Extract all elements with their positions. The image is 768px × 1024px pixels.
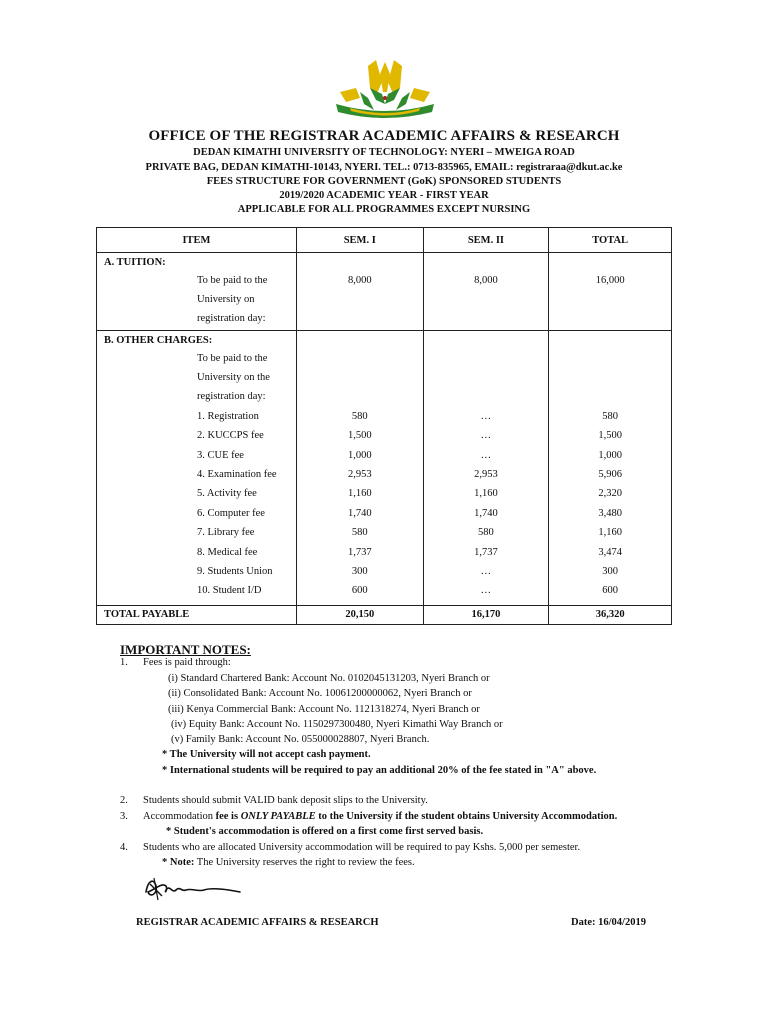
total-grand: 36,320 xyxy=(549,605,672,624)
other-charges-section-row xyxy=(97,331,672,351)
bank-account-line: (v) Family Bank: Account No. 055000028807, Nyeri Branch. xyxy=(171,734,430,745)
bank-account-line: (iii) Kenya Commercial Bank: Account No. 1121318274, Nyeri Branch or xyxy=(168,704,480,715)
bank-account-line: (i) Standard Chartered Bank: Account No. 0102045131203, Nyeri Branch or xyxy=(168,673,490,684)
table-row: 1. Registration 580 … 580 xyxy=(97,409,672,428)
note-4-text: Students who are allocated University accommodation will be required to pay Kshs. 5,000 per semester. xyxy=(143,842,581,853)
note-number: 4. xyxy=(120,842,128,853)
note-number: 3. xyxy=(120,811,128,822)
table-row: 10. Student I/D 600 … 600 xyxy=(97,583,672,605)
important-notes-heading: IMPORTANT NOTES: xyxy=(120,642,251,657)
signature-icon xyxy=(140,872,245,906)
other-desc: To be paid to the xyxy=(97,351,297,370)
tuition-sem2: 8,000 xyxy=(423,273,549,292)
table-row: 7. Library fee 580 580 1,160 xyxy=(97,525,672,544)
table-row: University on xyxy=(97,292,672,311)
tuition-title: A. TUITION: xyxy=(97,253,297,273)
note-1-text: Fees is paid through: xyxy=(143,657,231,668)
other-charges-title: B. OTHER CHARGES: xyxy=(97,331,297,351)
table-row: 5. Activity fee 1,160 1,160 2,320 xyxy=(97,486,672,505)
table-row: 6. Computer fee 1,740 1,740 3,480 xyxy=(97,506,672,525)
applicability-heading: APPLICABLE FOR ALL PROGRAMMES EXCEPT NURSING xyxy=(237,204,531,215)
fees-structure-heading: FEES STRUCTURE FOR GOVERNMENT (GoK) SPONSORED STUDENTS xyxy=(206,176,562,187)
table-header-row xyxy=(97,228,672,253)
tuition-section-row xyxy=(97,253,672,273)
university-logo-icon xyxy=(330,58,440,118)
header-item: ITEM xyxy=(97,228,297,253)
fees-table xyxy=(96,227,672,625)
total-payable-row xyxy=(97,605,672,624)
accommodation-notice: * Student's accommodation is offered on a first come first served basis. xyxy=(166,826,484,837)
note-2-text: Students should submit VALID bank deposit slips to the University. xyxy=(143,795,428,806)
tuition-total: 16,000 xyxy=(549,273,672,292)
header-total: TOTAL xyxy=(549,228,672,253)
total-sem2: 16,170 xyxy=(423,605,549,624)
contact-line: PRIVATE BAG, DEDAN KIMATHI-10143, NYERI. TEL.: 0713-835965, EMAIL: registraraa@dkut.ac.ke xyxy=(145,162,623,173)
other-desc: University on the xyxy=(97,370,297,389)
note-number: 1. xyxy=(120,657,128,668)
no-cash-notice: * The University will not accept cash payment. xyxy=(162,749,371,760)
bank-account-line: (ii) Consolidated Bank: Account No. 10061200000062, Nyeri Branch or xyxy=(168,688,472,699)
review-fees-note: * Note: The University reserves the right to review the fees. xyxy=(162,857,415,868)
table-row: 2. KUCCPS fee 1,500 … 1,500 xyxy=(97,428,672,447)
international-students-notice: * International students will be required to pay an additional 20% of the fee stated in "A" above. xyxy=(162,765,597,776)
table-row: To be paid to the 8,000 8,000 16,000 xyxy=(97,273,672,292)
table-row: 4. Examination fee 2,953 2,953 5,906 xyxy=(97,467,672,486)
header-sem1: SEM. I xyxy=(296,228,423,253)
table-row: registration day: xyxy=(97,311,672,330)
table-row: 3. CUE fee 1,000 … 1,000 xyxy=(97,448,672,467)
table-row: 9. Students Union 300 … 300 xyxy=(97,564,672,583)
tuition-sem1: 8,000 xyxy=(296,273,423,292)
note-number: 2. xyxy=(120,795,128,806)
total-label: TOTAL PAYABLE xyxy=(97,605,297,624)
total-sem1: 20,150 xyxy=(296,605,423,624)
other-desc: registration day: xyxy=(97,389,297,408)
signatory-title: REGISTRAR ACADEMIC AFFAIRS & RESEARCH xyxy=(136,917,379,928)
header-sem2: SEM. II xyxy=(423,228,549,253)
table-row: 8. Medical fee 1,737 1,737 3,474 xyxy=(97,545,672,564)
document-date: Date: 16/04/2019 xyxy=(571,917,646,928)
bank-account-line: (iv) Equity Bank: Account No. 1150297300480, Nyeri Kimathi Way Branch or xyxy=(171,719,503,730)
document-title: OFFICE OF THE REGISTRAR ACADEMIC AFFAIRS & RESEARCH xyxy=(148,128,620,144)
note-3-text: Accommodation fee is ONLY PAYABLE to the University if the student obtains University Accommodation. xyxy=(143,811,618,822)
university-address-line: DEDAN KIMATHI UNIVERSITY OF TECHNOLOGY: NYERI – MWEIGA ROAD xyxy=(193,147,575,158)
academic-year-heading: 2019/2020 ACADEMIC YEAR - FIRST YEAR xyxy=(279,190,489,201)
